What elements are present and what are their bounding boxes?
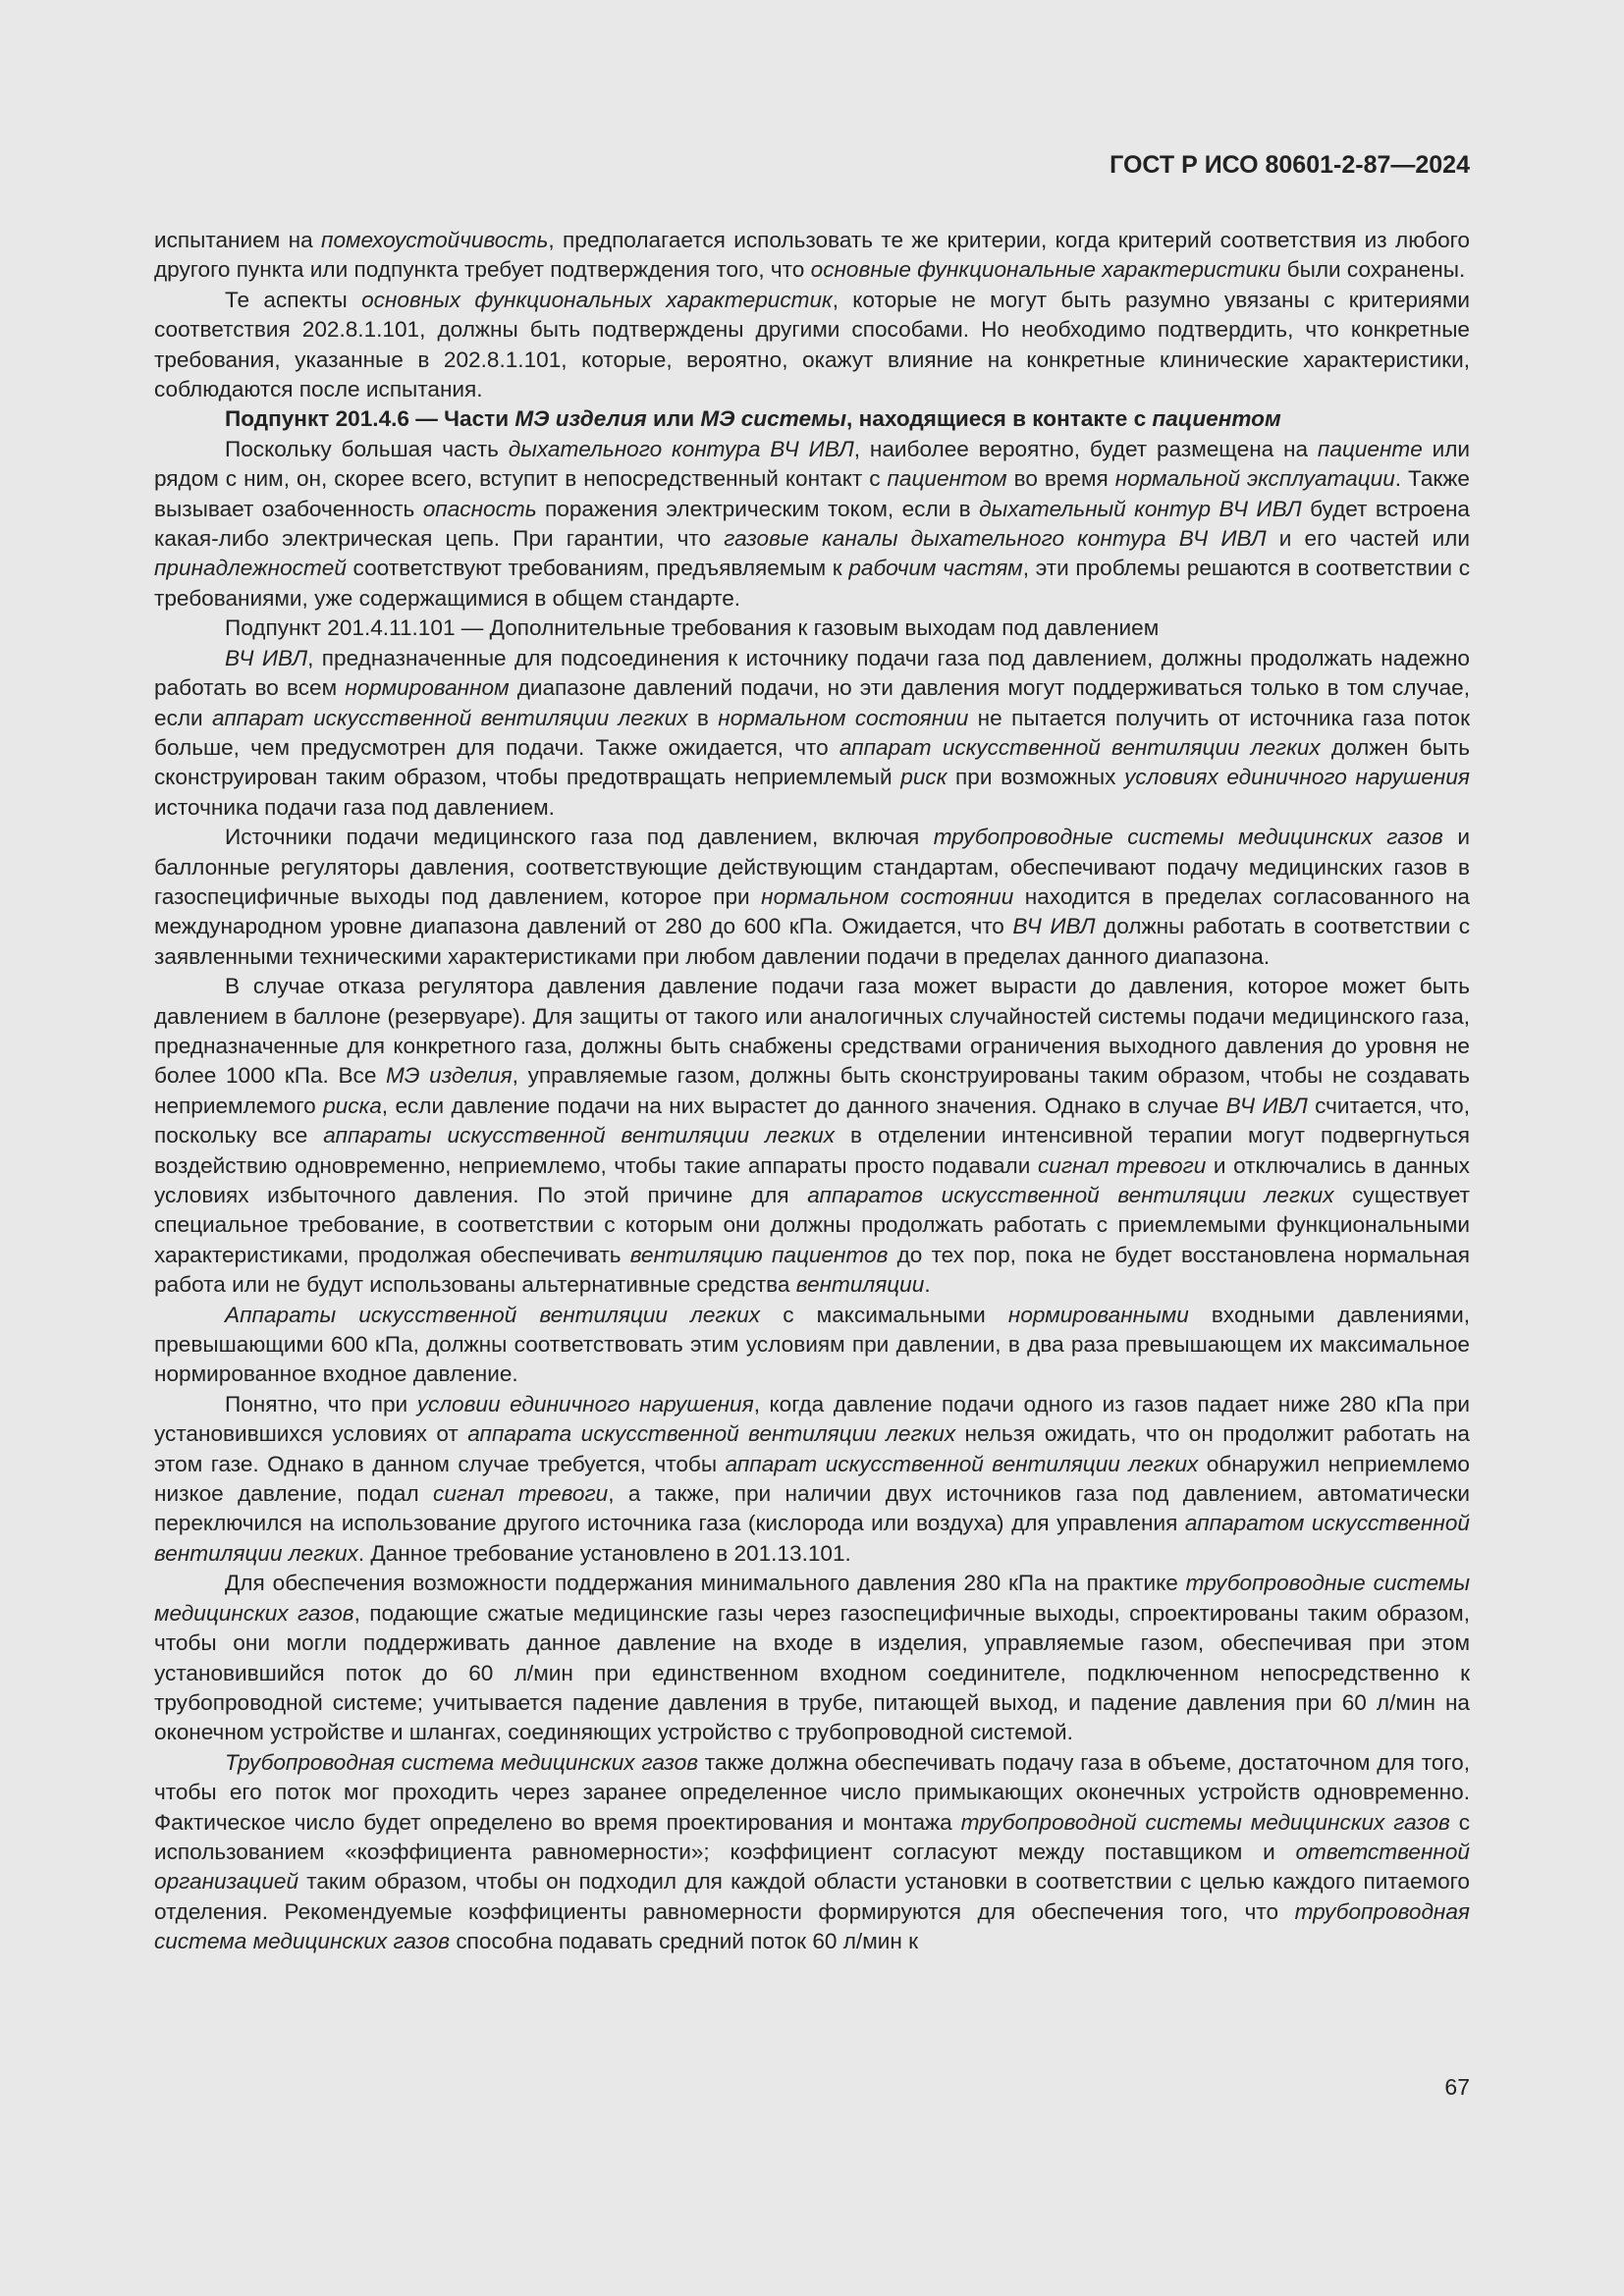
defined-term: нормальном состоянии [761, 883, 1014, 909]
text-run: Понятно, что при [225, 1391, 417, 1416]
defined-term: аппарат искусственной вентиляции легких [839, 734, 1321, 760]
text-run: не пытается получить от источника газа поток больше, чем предусмотрен для подачи. Также ожидается, что [154, 705, 1470, 760]
text-run: . [924, 1272, 931, 1298]
text-run: Подпункт 201.4.6 — Части [225, 406, 515, 432]
defined-term: аппарата искусственной вентиляции легких [467, 1421, 956, 1447]
paragraph [154, 286, 1470, 405]
defined-term: дыхательного контура ВЧ ИВЛ [508, 436, 854, 461]
defined-term: помехоустойчивость [321, 228, 549, 252]
text-run: во время [1006, 466, 1115, 492]
defined-term: сигнал тревоги [433, 1481, 609, 1507]
defined-term: основные функциональные характеристики [810, 257, 1281, 283]
text-run: источника подачи газа под давлением. [154, 794, 555, 820]
paragraph [154, 972, 1470, 1300]
defined-term: аппаратом искусственной вентиляции легких [154, 1511, 1470, 1566]
defined-term: МЭ изделия [386, 1063, 513, 1089]
text-run: или рядом с ним, он, скорее всего, вступит в непосредственный контакт с [154, 436, 1470, 492]
text-run: . Данное требование установлено в 201.13.101. [357, 1540, 851, 1566]
defined-term: газовые каналы дыхательного контура ВЧ ИВЛ [724, 526, 1267, 552]
text-run: , а также, при наличии двух источников газа под давлением, автоматически переключился на использование другого источника газа (кислорода или воздуха) для управления [154, 1481, 1470, 1536]
defined-term: риск [900, 765, 947, 790]
defined-term: нормальном состоянии [718, 705, 969, 730]
text-run: в [687, 705, 719, 730]
text-run: , наиболее вероятно, будет размещена на [853, 436, 1318, 461]
defined-term: пациентом [1152, 406, 1281, 432]
text-run: , эти проблемы решаются в соответствии с требованиями, уже содержащимися в общем стандарте. [154, 556, 1470, 611]
text-run: В случае отказа регулятора давления давление подачи газа может вырасти до давления, которое может быть давлением в баллоне (резервуаре). Для защиты от такого или аналогичных случайностей системы подачи медицинского газа, предназначенные для конкретного газа, должны быть снабжены средствами ограничения выходного давления до уровня не более 1000 кПа. Все [154, 974, 1470, 1089]
defined-term: ВЧ ИВЛ [1225, 1093, 1308, 1118]
text-run: , подающие сжатые медицинские газы через газоспецифичные выходы, спроектированы таким образом, чтобы они могли поддерживать данное давление на входе в изделия, управляемые газом, обеспечивая при этом установившийся поток до 60 л/мин при единственном входном соединителе, подключенном непосредственно к трубопроводной системе; учитывается падение давления в трубе, питающей выход, и падение давления при 60 л/мин на оконечном устройстве и шлангах, соединяющих устройство с трубопроводной системой. [154, 1600, 1470, 1745]
defined-term: МЭ изделия [514, 406, 647, 432]
text-run: должен быть сконструирован таким образом, чтобы предотвращать неприемлемый [154, 734, 1470, 790]
text-run: нельзя ожидать, что он продолжит работать на этом газе. Однако в данном случае требуется, чтобы [154, 1421, 1470, 1476]
defined-term: аппараты искусственной вентиляции легких [323, 1123, 836, 1148]
text-run: , предполагается использовать те же критерии, когда критерий соответствия из любого другого пункта или подпункта требует подтверждения того, что [154, 228, 1470, 283]
paragraph [154, 1569, 1470, 1747]
text-run: , которые не могут быть разумно увязаны с критериями соответствия 202.8.1.101, должны быть подтверждены другими способами. Но необходимо подтвердить, что конкретные требования, указанные в 202.8.1.101, которые, вероятно, окажут влияние на конкретные клинические характеристики, соблюдаются после испытания. [154, 287, 1470, 402]
text-run: обнаружил неприемлемо низкое давление, подал [154, 1451, 1471, 1507]
text-run: с использованием «коэффициента равномерности»; коэффициент согласуют между поставщиком и [154, 1809, 1471, 1864]
defined-term: трубопроводной системы медицинских газов [960, 1809, 1450, 1835]
defined-term: нормированном [345, 675, 510, 701]
paragraph [154, 1390, 1470, 1569]
document-header: ГОСТ Р ИСО 80601-2-87—2024 [1110, 151, 1470, 179]
text-run: , предназначенные для подсоединения к источнику подачи газа под давлением, должны продолжать надежно работать во всем [154, 645, 1470, 701]
defined-term: условиях единичного нарушения [1124, 765, 1470, 790]
defined-term: пациенте [1317, 436, 1423, 461]
defined-term: нормированными [1007, 1302, 1189, 1327]
page-number: 67 [1444, 2074, 1470, 2100]
text-run: и баллонные регуляторы давления, соответствующие действующим стандартам, обеспечивают подачу медицинских газов в газоспецифичные выходы под давлением, которое при [154, 825, 1470, 909]
paragraph [154, 614, 1470, 643]
defined-term: Аппараты искусственной вентиляции легких [225, 1302, 761, 1327]
text-run: должны работать в соответствии с заявленными техническими характеристиками при любом давлении подачи в пределах данного диапазона. [154, 914, 1470, 969]
paragraph [154, 1748, 1470, 1957]
defined-term: вентиляцию пациентов [629, 1242, 889, 1267]
text-run: способна подавать средний поток 60 л/мин к [450, 1929, 918, 1954]
defined-term: ответственной организацией [154, 1839, 1470, 1895]
text-run: находится в пределах согласованного на международном уровне диапазона давлений от 280 до 600 кПа. Ожидается, что [154, 883, 1470, 939]
section-heading [154, 404, 1470, 434]
defined-term: дыхательный контур ВЧ ИВЛ [979, 496, 1302, 521]
defined-term: нормальной эксплуатации [1114, 466, 1395, 492]
text-run: , когда давление подачи одного из газов падает ниже 280 кПа при установившихся условиях от [154, 1391, 1471, 1447]
text-run: , если давление подачи на них вырастет до данного значения. Однако в случае [381, 1093, 1226, 1118]
defined-term: принадлежностей [154, 556, 347, 581]
text-run: , управляемые газом, должны быть сконструированы таким образом, чтобы не создавать неприемлемого [154, 1063, 1470, 1118]
defined-term: Трубопроводная система медицинских газов [225, 1749, 699, 1775]
defined-term: рабочим частям [848, 556, 1023, 581]
text-run: или [646, 406, 701, 432]
defined-term: трубопроводные системы медицинских газов [933, 825, 1443, 850]
defined-term: сигнал тревоги [1037, 1152, 1207, 1178]
text-run: , находящиеся в контакте с [846, 406, 1153, 432]
text-run: будет встроена какая-либо электрическая цепь. При гарантии, что [154, 496, 1470, 552]
document-body [154, 226, 1470, 1957]
paragraph [154, 226, 1470, 286]
text-run: также должна обеспечивать подачу газа в объеме, достаточном для того, чтобы его поток мог проходить через заранее определенное число примыкающих оконечных устройств одновременно. Фактическое число будет определено во время проектирования и монтажа [154, 1749, 1470, 1835]
defined-term: ВЧ ИВЛ [225, 645, 308, 670]
paragraph [154, 1301, 1470, 1390]
text-run: и отключались в данных условиях избыточного давления. По этой причине для [154, 1152, 1470, 1207]
text-run: поражения электрическим током, если в [536, 496, 980, 521]
paragraph [154, 435, 1470, 614]
text-run: считается, что, поскольку все [154, 1093, 1470, 1148]
text-run: были сохранены. [1280, 257, 1466, 283]
text-run: Для обеспечения возможности поддержания минимального давления 280 кПа на практике [225, 1571, 1186, 1596]
defined-term: условии единичного нарушения [416, 1391, 754, 1416]
text-run: существует специальное требование, в соответствии с которым они должны продолжать работать с приемлемыми функциональными характеристиками, продолжая обеспечивать [154, 1183, 1470, 1267]
text-run: до тех пор, пока не будет восстановлена нормальная работа или не будут использованы альтернативные средства [154, 1242, 1470, 1298]
text-run: и его частей или [1266, 526, 1470, 552]
text-run: в отделении интенсивной терапии могут подвергнуться воздействию одновременно, неприемлемо, чтобы такие аппараты просто подавали [154, 1123, 1470, 1178]
text-run: Поскольку большая часть [225, 436, 509, 461]
defined-term: аппаратов искусственной вентиляции легких [807, 1183, 1334, 1207]
defined-term: аппарат искусственной вентиляции легких [212, 705, 688, 730]
defined-term: основных функциональных характеристик [361, 287, 833, 312]
defined-term: аппарат искусственной вентиляции легких [725, 1451, 1199, 1476]
paragraph [154, 823, 1470, 972]
text-run: соответствуют требованиям, предъявляемым к [346, 556, 849, 581]
paragraph [154, 644, 1470, 823]
text-run: Те аспекты [225, 287, 362, 312]
defined-term: ВЧ ИВЛ [1012, 914, 1096, 939]
text-run: Источники подачи медицинского газа под давлением, включая [225, 825, 934, 850]
defined-term: риска [323, 1093, 382, 1118]
text-run: при возможных [947, 765, 1125, 790]
text-run: Подпункт 201.4.11.101 — Дополнительные требования к газовым выходам под давлением [225, 615, 1160, 641]
text-run: таким образом, чтобы он подходил для каждой области установки в соответствии с целью каждого питаемого отделения. Рекомендуемые коэффициенты равномерности формируются для обеспечения того, что [154, 1869, 1470, 1924]
defined-term: трубопроводные системы медицинских газов [154, 1571, 1470, 1626]
defined-term: трубопроводная система медицинских газов [154, 1898, 1470, 1954]
defined-term: пациентом [887, 466, 1007, 492]
defined-term: МЭ системы [700, 406, 847, 432]
defined-term: опасность [422, 496, 537, 521]
text-run: с максимальными [760, 1302, 1008, 1327]
text-run: . Также вызывает озабоченность [154, 466, 1470, 521]
text-run: входными давлениями, превышающими 600 кПа, должны соответствовать этим условиям при давлении, в два раза превышающем их максимальное нормированное входное давление. [154, 1302, 1470, 1387]
defined-term: вентиляции [795, 1272, 925, 1298]
text-run: испытанием на [154, 228, 322, 252]
text-run: диапазоне давлений подачи, но эти давления могут поддерживаться только в том случае, если [154, 675, 1470, 730]
